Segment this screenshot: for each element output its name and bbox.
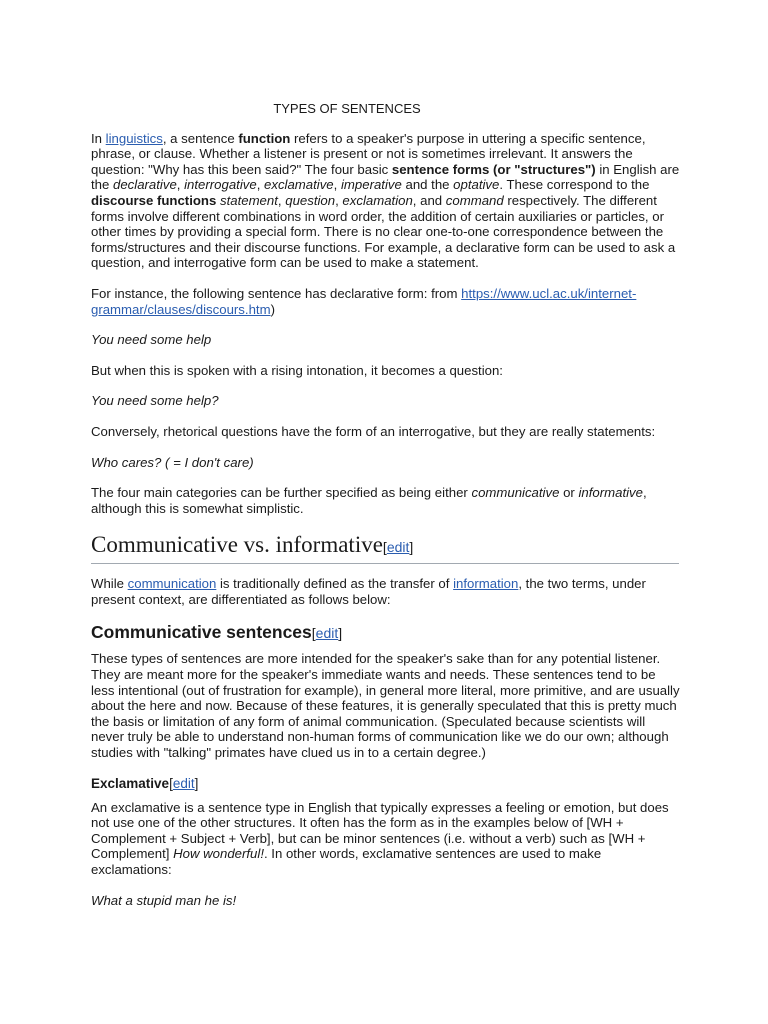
bold-sentence-forms: sentence forms (or "structures") <box>391 161 596 177</box>
edit-link[interactable]: edit <box>315 625 339 642</box>
subsection-heading-communicative-sentences <box>91 622 681 643</box>
italic-term: question <box>285 192 336 208</box>
italic-term: exclamation <box>342 192 413 208</box>
rising-paragraph: But when this is spoken with a rising intonation, it becomes a question: <box>91 362 503 378</box>
heading-text: Exclamative <box>91 775 170 791</box>
text: refers to a speaker's purpose in uttering a specific sentence, phrase, or clause. Whether a listener is present or not is sometimes irrelevant. It answers the question: "Why has this been said?" The four basic <box>91 130 646 177</box>
link-information[interactable]: information <box>453 576 519 592</box>
italic-term: command <box>445 192 504 208</box>
italic-term: How wonderful! <box>173 846 264 862</box>
text: , the two terms, under present context, are differentiated as follows below: <box>91 576 646 607</box>
exclamative-paragraph <box>91 800 681 878</box>
italic-term: interrogative <box>184 177 257 193</box>
subsubsection-heading-exclamative <box>91 776 681 792</box>
text: or <box>559 485 579 501</box>
example-sentence-4: What a stupid man he is! <box>91 892 237 908</box>
text: , although this is somewhat simplistic. <box>91 485 647 516</box>
text: ) <box>270 301 275 317</box>
italic-term: statement <box>219 192 278 208</box>
rhetorical-paragraph: Conversely, rhetorical questions have the form of an interrogative, but they are really statements: <box>91 423 656 439</box>
text: An exclamative is a sentence type in English that typically expresses a feeling or emotion, but does not use one of the other structures. It often has the form as in the examples below of [WH + Complement + Subject + Verb], but can be minor sentences (i.e. without a verb) such as [WH + Complement] <box>91 799 669 862</box>
document-body <box>91 101 681 923</box>
italic-term: communicative <box>471 485 560 501</box>
communicative-paragraph: These types of sentences are more intended for the speaker's sake than for any potential listener. They are meant more for the speaker's immediate wants and needs. These sentences tend to be less intentional (out of frustration for example), in general more literal, more primitive, and are usually about the here and now. Because of these features, it is generally speculated that this is pretty much the basis or limitation of any form of animal communication. (Speculated because scientists will never truly be able to understand non-human forms of communication like we do our own; although studies with "talking" primates have clued us in to a certain degree.) <box>91 651 680 761</box>
link-communication[interactable]: communication <box>127 576 217 592</box>
edit-section-link: [edit] <box>169 775 199 791</box>
edit-link[interactable]: edit <box>172 775 195 791</box>
italic-term: exclamative <box>264 177 334 193</box>
text: is traditionally defined as the transfer of <box>216 576 454 592</box>
example-sentence-2: You need some help? <box>91 393 219 409</box>
text: , and <box>412 192 446 208</box>
example-sentence-1: You need some help <box>91 332 212 348</box>
intro-paragraph <box>91 131 681 271</box>
italic-term: optative <box>453 177 500 193</box>
text: . These correspond to the <box>499 177 650 193</box>
document-title: TYPES OF SENTENCES <box>273 101 421 116</box>
text: respectively. The different forms involve different combinations in word order, the addition of certain auxiliaries or particles, or other times by providing a special form. There is no clear one-to-one correspondence between the forms/structures and their discourse functions. For example, a declarative form can be used to ask a question, and interrogative form can be used to make a statement. <box>91 192 676 271</box>
text: , <box>277 192 286 208</box>
text: In <box>91 130 106 146</box>
heading-text: Communicative sentences <box>91 622 312 643</box>
text: in English are the <box>91 161 680 193</box>
link-ucl[interactable]: https://www.ucl.ac.uk/internet-grammar/clauses/discours.htm <box>91 285 637 317</box>
text: For instance, the following sentence has declarative form: from <box>91 285 462 301</box>
while-paragraph <box>91 576 681 607</box>
link-linguistics[interactable]: linguistics <box>105 130 163 146</box>
text: . In other words, exclamative sentences are used to make exclamations: <box>91 846 602 877</box>
text: , a sentence <box>162 130 239 146</box>
text: , <box>256 177 265 193</box>
instance-paragraph <box>91 286 681 317</box>
text: , <box>176 177 185 193</box>
edit-section-link: [edit] <box>311 625 343 642</box>
text: The four main categories can be further specified as being either <box>91 485 472 501</box>
text: , <box>335 192 343 208</box>
bold-function: function <box>238 130 291 146</box>
heading-text: Communicative vs. informative <box>91 532 383 558</box>
text: , <box>333 177 341 193</box>
bold-discourse-functions: discourse functions <box>91 192 217 208</box>
section-heading-communicative-vs-informative <box>91 531 679 564</box>
categories-paragraph <box>91 485 681 516</box>
italic-term: declarative <box>113 177 177 193</box>
italic-term: informative <box>578 485 643 501</box>
text: and the <box>401 177 454 193</box>
edit-section-link: [edit] <box>382 539 414 556</box>
edit-link[interactable]: edit <box>386 539 410 556</box>
example-sentence-3: Who cares? ( = I don't care) <box>91 454 254 470</box>
text: While <box>91 576 128 592</box>
italic-term: imperative <box>340 177 402 193</box>
